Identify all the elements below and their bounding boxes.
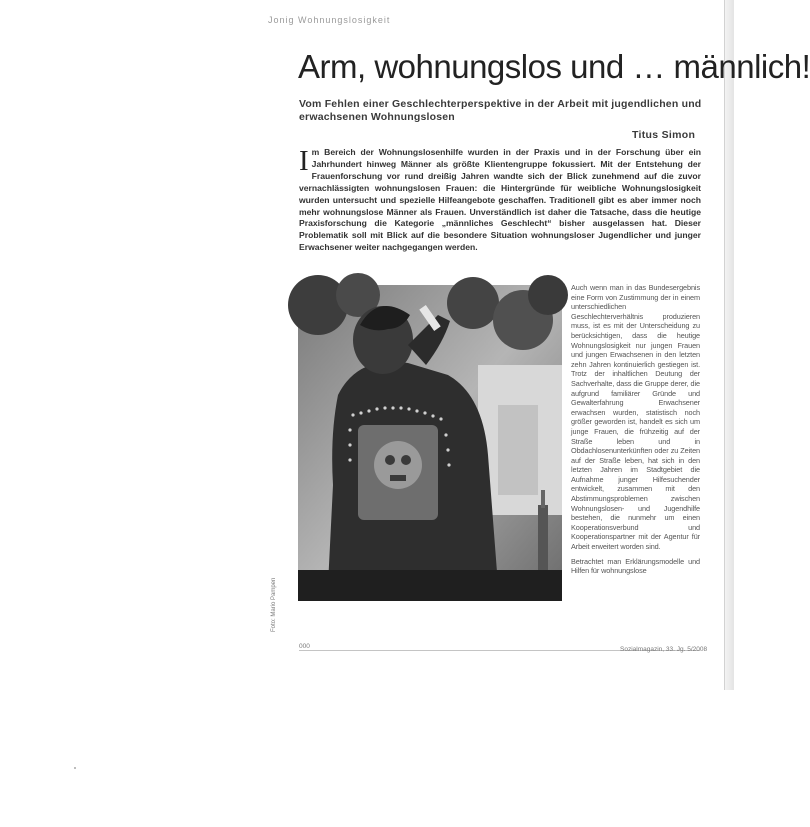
sidebar-paragraph-1: Auch wenn man in das Bundesergebnis eine Form von Zustimmung der in einem unterschiedlichen Geschlechterverhältnis produzieren muss, ist es mit der Unterscheidung zu berücksichtigen, dass die heutige Wohnungslosigkeit nur jungen Frauen und jungen Erwachsenen in den letzten zehn Jahren kontinuierlich gestiegen ist. Trotz der inhaltlichen Deutung der Sachverhalte, dass die Gruppe derer, die aufgrund familiärer Gründe und Gewalterfahrung Erwachsener erwachsen wurden, statistisch noch größer geworden ist, handelt es sich um junge Frauen, die frühzeitig auf der Straße leben und in Obdachlosenunterkünften oder zu Zeiten auf der Straße leben, hat sich in den letzten Jahren im Stadtgebiet die Aufnahme junger Hilfesuchender entwickelt, zusammen mit den Abstimmungsproblemen zwischen Wohnungslosen- und Jugendhilfe bestehen, die nunmehr um einen Kooperationsverbund und Kooperationspartner mit der Agentur für Arbeit erweitert worden sind. (571, 283, 700, 552)
page-shadow (724, 0, 734, 690)
sidebar-paragraph-2: Betrachtet man Erklärungsmodelle und Hilfen für wohnungslose (571, 556, 700, 576)
article-photo (298, 285, 562, 601)
lead-paragraph (299, 147, 701, 254)
article-subhead: Vom Fehlen einer Geschlechterperspektive in der Arbeit mit jugendlichen und erwachsenen Wohnungslosen (299, 98, 702, 123)
scan-speck (74, 767, 76, 769)
lead-text: m Bereich der Wohnungslosenhilfe wurden in der Praxis und in der Forschung über ein Jahrhundert hinweg Männer als größte Klientengruppe fokussiert. Mit der Entstehung der Frauenforschung vor rund dreißig Jahren wandte sich der Blick zunehmend auf die zuvor vernachlässigten wohnungslosen Frauen: die Hintergründe für weibliche Wohnungslosigkeit wurden untersucht und spezielle Hilfeangebote geschaffen. Traditionell gibt es aber immer noch mehr wohnungslose Männer als Frauen. Unverständlich ist daher die Tatsache, dass die heutige Praxisforschung die Kategorie „männliches Geschlecht“ bisher ausgelassen hat. Dieser Problematik soll mit Blick auf die besondere Situation wohnungsloser Jugendlicher und junger Erwachsener weiter nachgegangen werden. (299, 147, 701, 253)
photo-illustration (298, 285, 562, 601)
sidebar-column (571, 283, 700, 581)
article-author: Titus Simon (632, 129, 696, 141)
article-headline: Arm, wohnungslos und … männlich! (298, 48, 810, 85)
drop-cap: I (299, 145, 309, 177)
page-number: 000 (299, 643, 310, 650)
journal-reference: Sozialmagazin, 33. Jg. 5/2008 (620, 646, 708, 653)
page-edge (724, 0, 725, 690)
section-kicker: Jonig Wohnungslosigkeit (268, 15, 391, 25)
photo-credit: Foto: Mario Pampen (271, 577, 277, 632)
